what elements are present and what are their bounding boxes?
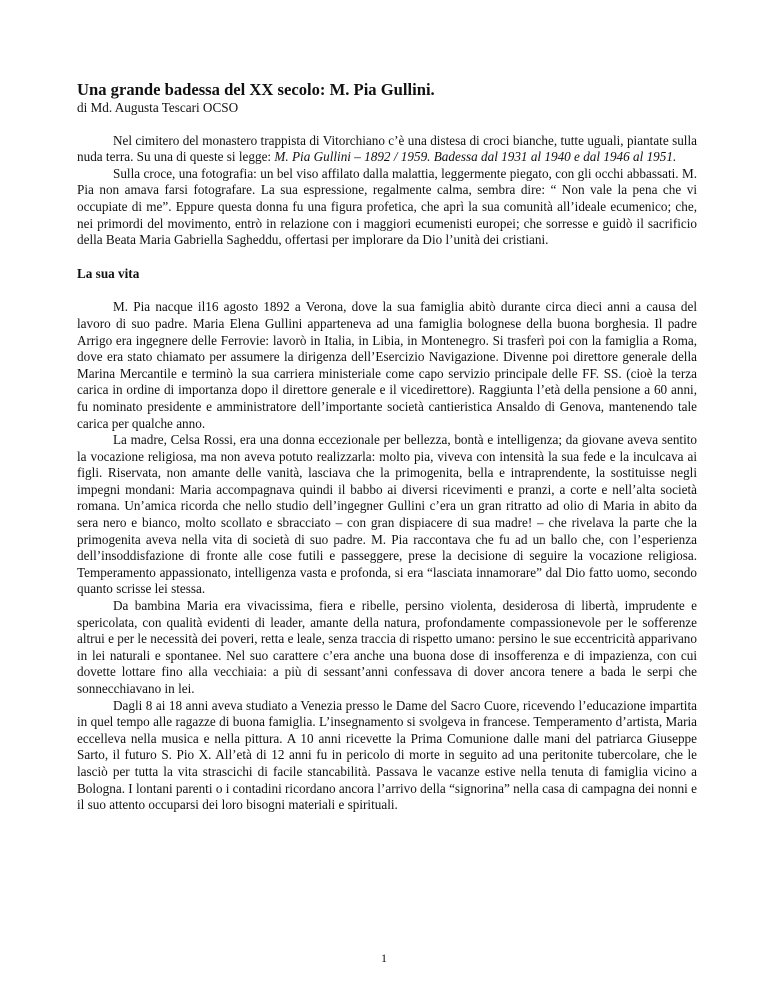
author-byline: di Md. Augusta Tescari OCSO xyxy=(77,100,239,115)
life-paragraph-1: M. Pia nacque il16 agosto 1892 a Verona, dove la sua famiglia abitò durante circa dieci anni a causa del lavoro di suo padre. Maria Elena Gullini apparteneva ad una famiglia bolognese della buona borghesia. Il padre Arrigo era ingegnere delle Ferrovie: lavorò in Italia, in Libia, in Montenegro. Si trasferì poi con la famiglia a Roma, dove era stato chiamato per assumere la dirigenza dell’Esercizio Navigazione. Divenne poi direttore generale della Marina Mercantile e terminò la sua carriera ministeriale come capo servizio principale delle FF. SS. (cioè la terza carica in ordine di importanza dopo il direttore generale e il vicedirettore). Raggiunta l’età della pensione a 60 anni, fu nominato presidente e amministratore dell’importante società cantieristica Ansaldo di Genova, mantenendo tale carica per qualche anno. xyxy=(77,299,697,431)
life-paragraph-3: Da bambina Maria era vivacissima, fiera e ribelle, persino violenta, desiderosa di libertà, imprudente e spericolata, con qualità evidenti di leader, amante della natura, profondamente compassionevole per le sofferenze altrui e per le necessità dei poveri, retta e leale, senza traccia di rispetto umano: persino le sue eccentricità apparivano in lei naturali e spontanee. Nel suo carattere c’era anche una buona dose di insofferenza e di impazienza, con cui dovette lottare fino alla vecchiaia: a più di sessant’anni confessava di dover ancora tenere a bada le serpi che sonnecchiavano in lei. xyxy=(77,598,697,696)
section-heading: La sua vita xyxy=(77,265,140,281)
intro-text: Nel cimitero del monastero trappista di Vitorchiano c’è una distesa di croci bianche, tutte uguali, piantate sulla nuda terra. Su una di queste si legge: xyxy=(77,132,697,165)
life-paragraph-2: La madre, Celsa Rossi, era una donna eccezionale per bellezza, bontà e intelligenza; da giovane aveva sentito la vocazione religiosa, ma non aveva potuto realizzarla: molto pia, viveva con intensità la sua fede e la inculcava ai figli. Riservata, non amante delle vanità, lasciava che la primogenita, bella e intraprendente, la sostituisse negli impegni mondani: Maria accompagnava quindi il babbo ai diversi ricevimenti e pranzi, a corte e nell’alta società romana. Un’amica ricorda che nello studio dell’ingegner Gullini c’era un gran ritratto ad olio di Maria in abito da sera nero e bianco, molto scollato e sbracciato – con gran dispiacere di sua madre! – che rivelava la parte che la primogenita aveva nella vita di società di suo padre. M. Pia raccontava che fu ad un ballo che, con l’esperienza dell’insoddisfazione di fronte alle cose futili e passeggere, prese la decisione di seguire la vocazione religiosa. Temperamento appassionato, intelligenza vasta e profonda, si era “lasciata innamorare” dal Dio fatto uomo, secondo quanto scrisse lei stessa. xyxy=(77,432,697,597)
life-paragraph-4: Dagli 8 ai 18 anni aveva studiato a Venezia presso le Dame del Sacro Cuore, ricevendo l’educazione impartita in quel tempo alle ragazze di buona famiglia. L’insegnamento si svolgeva in francese. Temperamento d’artista, Maria eccelleva nella musica e nella pittura. A 10 anni ricevette la Prima Comunione dalle mani del patriarca Giuseppe Sarto, il futuro S. Pio X. All’età di 12 anni fu in pericolo di morte in seguito ad una peritonite tubercolare, che le lasciò per tutta la vita strascichi di facile stancabilità. Passava le vacanze estive nella tenuta di famiglia vicino a Bologna. I lontani parenti o i contadini ricordano ancora l’arrivo della “signorina” nella casa di campagna dei nonni e il suo attento occuparsi dei loro bisogni materiali e spirituali. xyxy=(77,697,697,813)
epitaph-text: M. Pia Gullini – 1892 / 1959. Badessa dal 1931 al 1940 e dal 1946 al 1951. xyxy=(274,149,677,165)
document-page xyxy=(77,80,697,814)
intro-paragraph-1 xyxy=(77,133,697,166)
document-title: Una grande badessa del XX secolo: M. Pia Gullini. xyxy=(77,80,435,99)
intro-paragraph-2: Sulla croce, una fotografia: un bel viso affilato dalla malattia, leggermente piegato, con gli occhi abbassati. M. Pia non amava farsi fotografare. La sua espressione, regalmente calma, sembra dire: “ Non vale la pena che vi occupiate di me”. Eppure questa donna fu una figura profetica, che aprì la sua comunità all’ideale ecumenico; che, nei primordi del movimento, entrò in relazione con i maggiori ecumenisti europei; che sorresse e guidò il sacrificio della Beata Maria Gabriella Sagheddu, offertasi per implorare da Dio l’unità dei cristiani. xyxy=(77,165,697,248)
page-number: 1 xyxy=(381,951,387,965)
